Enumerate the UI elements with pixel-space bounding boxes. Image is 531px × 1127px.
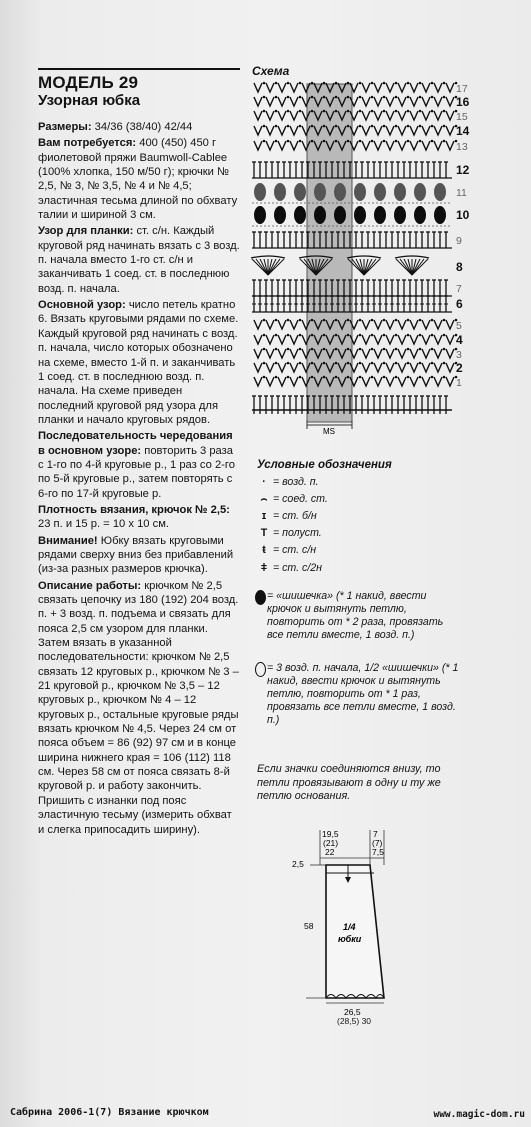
materials-value: 400 (450) 450 г фиолетовой пряжи Baumwoll-Cablee (100% хлопка, 150 м/50 г); крючки № 2,5, № 3, № 3,5, № 4 и № 4,5; эластичная тесьма длиной по обхвату талии и шириной 3 см.: [38, 137, 238, 222]
scheme-title: Схема: [252, 64, 290, 78]
stitch-symbol-icon: ǂ: [260, 562, 268, 574]
footer-website: www.magic-dom.ru: [433, 1109, 525, 1120]
row-number-label: 17: [456, 83, 468, 95]
model-title: МОДЕЛЬ 29: [38, 68, 240, 92]
legend-item: [255, 476, 319, 489]
sequence-label: Последовательность чередования в основном узоре:: [38, 430, 233, 457]
sizes-paragraph: [38, 120, 240, 134]
stitch-symbol-icon: ɪ: [261, 510, 267, 522]
row-number-label: 11: [456, 187, 467, 199]
band-pattern-paragraph: [38, 224, 240, 296]
materials-label: Вам потребуется:: [38, 137, 137, 150]
legend-item: [255, 527, 322, 540]
row-number-label: 6: [456, 297, 463, 311]
legend-half-bobble: [255, 662, 460, 727]
legend-item-text: = полуст.: [273, 527, 322, 539]
row-number-label: 10: [456, 208, 470, 222]
legend-item: [255, 493, 328, 506]
skirt-pattern-diagram: [290, 825, 410, 1017]
stitch-symbol-icon: T: [260, 527, 268, 539]
legend-note: Если значки соединяются внизу, то петли провязывают в одну и ту же петлю основания.: [257, 763, 441, 802]
pattern-center-label: юбки: [338, 934, 362, 944]
bottom-measure: 26,5: [344, 1007, 361, 1017]
stitch-symbol-icon: ŧ: [262, 544, 266, 556]
sizes-label: Размеры:: [38, 121, 92, 133]
top-left-measure-3: 22: [325, 847, 335, 857]
band-pattern-label: Узор для планки:: [38, 225, 134, 238]
work-paragraph: [38, 579, 240, 837]
main-pattern-label: Основной узор:: [38, 299, 126, 312]
materials-paragraph: [38, 136, 240, 222]
row-number-label: 1: [456, 377, 462, 389]
density-paragraph: [38, 503, 240, 532]
work-label: Описание работы:: [38, 579, 142, 592]
top-right-measure: 7: [373, 829, 378, 839]
legend-item-text: = соед. ст.: [273, 493, 328, 505]
legend-item: [255, 510, 317, 523]
row-number-label: 4: [456, 333, 463, 347]
warning-label: Внимание!: [38, 534, 98, 547]
work-value: крючком № 2,5 связать цепочку из 180 (192) 204 возд. п. + 3 возд. п. подъема и связать для пояса 2,5 см узором для планки. Затем вязать в указанной последовательности: крючком № 2,5 связать 12 круговых р., крючком № 3 – 21 круговой р., крючком № 3,5 – 12 круговых р., крючком № 4 – 12 круговых р., остальные круговые ряды вязать крючком № 4,5. Через 24 см от пояса объем = 86 (92) 97 см и в конце ширина нижнего края = 106 (112) 118 см. Через 58 см от пояса связать 8-й круговой р. и работу закончить. Пришить с изнанки под пояс эластичную тесьму (измерить обхват и слегка припосадить ширину).: [38, 579, 239, 836]
row-number-label: 15: [456, 111, 468, 123]
bottom-measure-2: (28,5) 30: [337, 1016, 372, 1026]
ms-label: MS: [323, 427, 335, 436]
legend-item: [255, 544, 316, 557]
instructions-column: [38, 68, 240, 839]
row-number-label: 9: [456, 235, 462, 247]
row-number-label: 3: [456, 349, 462, 361]
legend-half-bobble-text: = 3 возд. п. начала, 1/2 «шишечки» (* 1 накид, ввести крючок и вытянуть петлю, повторить от * 1 раз, провязать все петли вместе, 1 возд. п.): [267, 662, 459, 726]
band-pattern-value: ст. с/н. Каждый круговой ряд начинать вязать с 3 возд. п. начала вместо 1-го ст. с/н и заканчивать 1 соед. ст. в последнюю возд. п. начала.: [38, 225, 240, 295]
length-measure: 58: [304, 921, 314, 931]
bobble-icon: [255, 590, 266, 605]
stitch-symbol-icon: ⌢: [260, 493, 268, 505]
top-left-measure: 19,5: [322, 829, 339, 839]
legend-item-text: = ст. с/н: [273, 544, 317, 556]
density-value: 23 п. и 15 р. = 10 х 10 см.: [38, 518, 170, 531]
sequence-paragraph: [38, 429, 240, 501]
row-number-label: 13: [456, 141, 468, 153]
sizes-value: 34/36 (38/40) 42/44: [91, 121, 193, 133]
waist-measure: 2,5: [292, 859, 304, 869]
legend-bobble-text: = «шишечка» (* 1 накид, ввести крючок и вытянуть петлю, повторить от * 2 раза, провязать все петли вместе, 1 возд. п.): [267, 590, 444, 641]
stitch-symbol-icon: ·: [262, 476, 266, 488]
row-number-label: 16: [456, 95, 470, 109]
warning-value: Юбку вязать круговыми рядами сверху вниз без прибавлений (из-за разных размеров крючка).: [38, 534, 234, 576]
legend-bobble: [255, 590, 460, 642]
legend-item-text: = ст. б/н: [273, 510, 317, 522]
density-label: Плотность вязания, крючок № 2,5:: [38, 503, 230, 516]
sequence-value: повторить 3 раза с 1-го по 4-й круговые р., 1 раз со 2-го по 5-й круговые р., затем повторять с 6-го по 17-й круговые р.: [38, 444, 235, 500]
row-number-label: 7: [456, 283, 462, 295]
half-bobble-icon: [255, 662, 266, 677]
main-pattern-paragraph: [38, 298, 240, 427]
top-right-measure-3: 7,5: [372, 847, 384, 857]
footer-magazine: Сабрина 2006-1(7) Вязание крючком: [10, 1107, 209, 1118]
top-right-measure-2: (7): [372, 838, 383, 848]
legend-item: [255, 562, 322, 575]
row-number-label: 8: [456, 260, 463, 274]
legend-item-text: = возд. п.: [273, 476, 319, 488]
pattern-center-fraction: 1/4: [343, 922, 356, 932]
warning-paragraph: [38, 534, 240, 577]
model-subtitle: Узорная юбка: [38, 92, 141, 109]
row-number-label: 5: [456, 320, 462, 332]
row-number-label: 2: [456, 361, 463, 375]
main-pattern-value: число петель кратно 6. Вязать круговыми рядами по схеме. Каждый круговой ряд начинать с возд. п. начала, число которых обозначено на схеме, вместо 1-й п. и заканчивать 1 соед. ст. в последнюю возд. п. начала. На схеме приведен последний круговой ряд узора для планки и начало круговых рядов.: [38, 299, 239, 426]
row-number-label: 14: [456, 124, 470, 138]
legend-title: Условные обозначения: [257, 459, 392, 471]
row-number-label: 12: [456, 163, 470, 177]
legend-item-text: = ст. с/2н: [273, 562, 322, 574]
top-left-measure-2: (21): [323, 838, 339, 848]
crochet-chart: [246, 80, 476, 440]
